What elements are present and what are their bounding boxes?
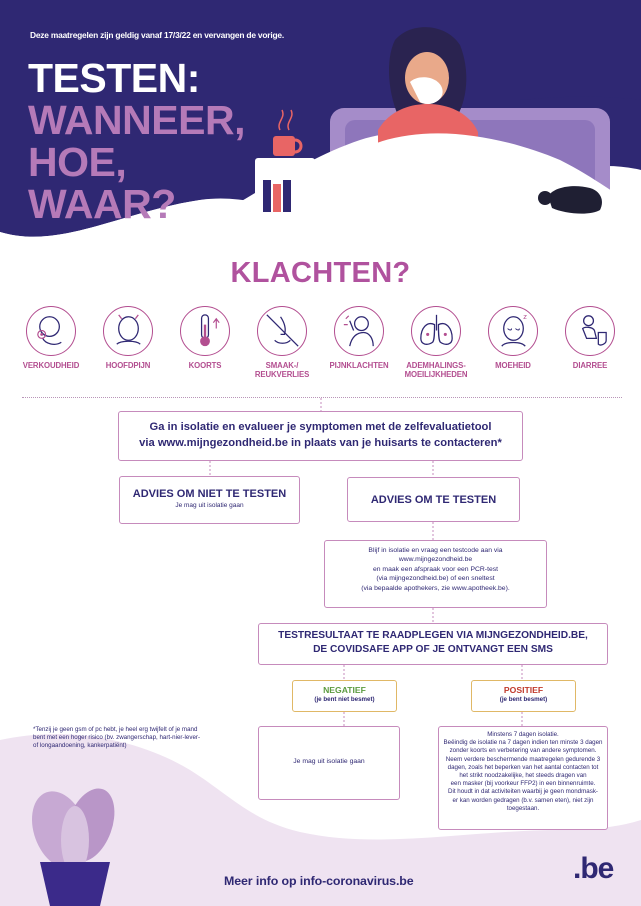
negative-title: NEGATIEF [323, 685, 366, 695]
fatigue-icon [488, 306, 538, 356]
symptom-label: PIJNKLACHTEN [329, 361, 389, 370]
test-info-line: (via bepaalde apothekers, zie www.apotheek.be). [361, 584, 510, 592]
more-info-link[interactable]: Meer info op info-coronavirus.be [224, 874, 414, 888]
thermometer-icon [180, 306, 230, 356]
symptom-label: ADEMHALINGS- MOEILIJKHEDEN [404, 361, 468, 379]
positive-advice-line: Minstens 7 dagen isolatie. [487, 731, 559, 738]
symptom-item [399, 306, 473, 379]
test-advice-box [347, 477, 520, 522]
footnote-line: *Tenzij je geen gsm of pc hebt, je heel erg twijfelt of je mand [33, 726, 198, 733]
symptom-item [14, 306, 88, 371]
symptom-label: VERKOUDHEID [22, 361, 80, 370]
result-line-1: TESTRESULTAAT TE RAADPLEGEN VIA MIJNGEZONDHEID.BE, [278, 630, 588, 641]
symptom-item [245, 306, 319, 379]
negative-advice-text: Je mag uit isolatie gaan [293, 758, 365, 765]
positive-advice-line: toegestaan. [506, 804, 540, 812]
positive-advice-line: Neem verdere beschermende maatregelen gedurende 3 [445, 755, 601, 763]
test-info-box [324, 540, 547, 608]
symptom-item [553, 306, 627, 371]
positive-advice-line: er kan worden gedragen (b.v. samen eten), niet zijn [452, 796, 594, 804]
no-test-title: ADVIES OM NIET TE TESTEN [132, 488, 287, 500]
symptom-label: DIARREE [572, 361, 608, 370]
footnote [33, 726, 238, 750]
positive-advice-line: dagen, zoals het beperken van het aantal contacten tot [447, 763, 599, 771]
symptom-label: MOEHEID [495, 361, 531, 370]
test-info-line: www.mijngezondheid.be [398, 556, 473, 564]
negative-subtitle: (je bent niet besmet) [314, 696, 375, 703]
page-title-line-4: WAAR? [28, 181, 176, 227]
page-title-line-3: HOE, [28, 139, 127, 185]
svg-text:z: z [522, 312, 527, 321]
footnote-line: bent met een hoger risico (bv. zwangerschap, hart-nier-lever- [33, 734, 201, 742]
positive-result-box [471, 680, 576, 712]
symptoms-heading: KLACHTEN? [230, 257, 411, 289]
positive-advice-line: een masker (bij voorkeur FFP2) in een binnenruimte. [450, 780, 596, 788]
page-title-line-1: TESTEN: [28, 55, 200, 101]
positive-subtitle: (je bent besmet) [499, 696, 548, 703]
symptom-label: KOORTS [188, 361, 222, 370]
test-info-line: en maak een afspraak voor een PCR-test [372, 565, 499, 573]
page-title-line-2: WANNEER, [28, 97, 245, 143]
positive-advice-line: Beëindig de isolatie na 7 dagen indien ten minste 3 dagen [443, 739, 603, 747]
positive-advice-line: Dit houdt in dat activiteiten waarbij je geen mondmask- [448, 788, 598, 796]
footnote-line: of longaandoening, kankerpatiënt) [33, 742, 127, 750]
positive-advice-line: zonder koorts en verbetering van andere symptomen. [449, 747, 597, 755]
negative-result-box [292, 680, 397, 712]
result-line-2: DE COVIDSAFE APP OF JE ONTVANGT EEN SMS [313, 643, 553, 655]
be-logo: .be [573, 852, 614, 885]
symptom-label: HOOFDPIJN [105, 361, 151, 370]
symptom-item [168, 306, 242, 371]
test-info-line: (via mijngezondheid.be) of een sneltest [376, 575, 495, 583]
muscle-pain-icon [334, 306, 384, 356]
negative-advice-box [258, 726, 400, 800]
test-result-box [258, 623, 608, 665]
cough-icon [26, 306, 76, 356]
validity-notice: Deze maatregelen zijn geldig vanaf 17/3/22 en vervangen de vorige. [30, 30, 284, 40]
isolation-advice-line-1: Ga in isolatie en evalueer je symptomen met de zelfevaluatietool [149, 421, 492, 433]
positive-advice-line: het strikt noodzakelijke, het steeds dragen van [459, 771, 587, 779]
symptom-item [91, 306, 165, 371]
symptom-item [322, 306, 396, 371]
isolation-advice-line-2: via www.mijngezondheid.be in plaats van je huisarts te contacteren* [139, 436, 502, 449]
headache-icon [103, 306, 153, 356]
isolation-advice-box [118, 411, 523, 461]
test-info-line: Blijf in isolatie en vraag een testcode aan via [368, 547, 503, 554]
loss-of-taste-icon [257, 306, 307, 356]
test-title: ADVIES OM TE TESTEN [370, 494, 497, 506]
positive-title: POSITIEF [503, 685, 544, 695]
symptom-label: SMAAK-/ REUKVERLIES [254, 361, 310, 379]
symptom-item [476, 306, 550, 371]
diarrhea-icon [565, 306, 615, 356]
no-test-subtitle: Je mag uit isolatie gaan [175, 502, 244, 509]
positive-advice-box [438, 726, 608, 830]
no-test-advice-box [119, 476, 300, 524]
lungs-icon [411, 306, 461, 356]
divider [22, 397, 622, 398]
